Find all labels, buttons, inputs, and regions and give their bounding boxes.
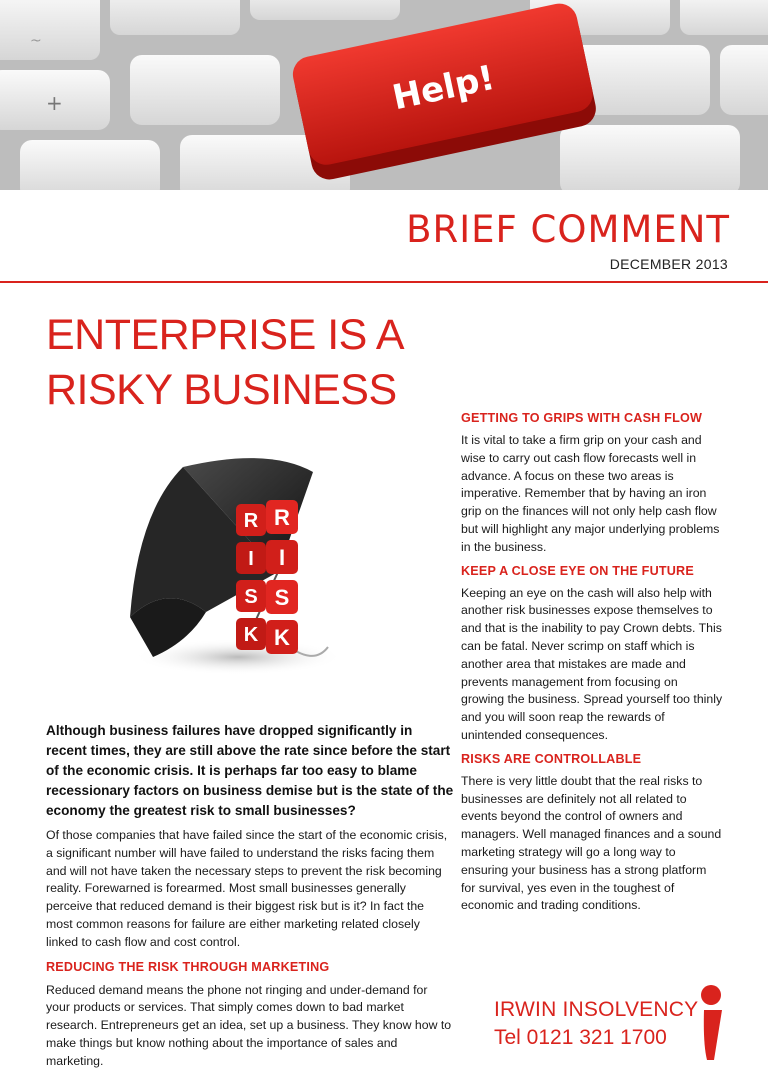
right-column: [461, 409, 723, 920]
dice-letter-left-4: K: [243, 624, 259, 646]
company-name: IRWIN INSOLVENCY: [494, 998, 699, 1021]
section-body-marketing: Reduced demand means the phone not ringing and under-demand for your products or services. That simply comes down to bad market research. Entrepreneurs get an idea, set up a business. They know how to make things but know nothing about the importance of sales and marketing.: [46, 982, 452, 1068]
section-body-future: Keeping an eye on the cash will also help with another risk businesses expose themselves to and that is the inability to pay Crown debts. This can be fatal. Never scrimp on staff which is another area that mistakes are made and prevents management from focusing on growing the business. Spread yourself too thinly and you will soon reap the rewards of unintended consequences.: [461, 585, 723, 742]
section-heading-controllable: RISKS ARE CONTROLLABLE: [461, 751, 642, 766]
section-body-controllable: There is very little doubt that the real risks to businesses are definitely not all related to events beyond the control of owners and managers. Well managed finances and a sound marketing strategy will go a long way to ensuring your business has a strong platform for survival, yes even in the toughest of economic and trading conditions.: [461, 773, 722, 913]
dice-letter-left-2: I: [248, 548, 254, 570]
help-key-label: Help!: [389, 57, 499, 119]
irwin-logo-icon: [694, 984, 726, 1062]
section-heading-future: KEEP A CLOSE EYE ON THE FUTURE: [461, 563, 694, 578]
dice-letter-right-1: R: [274, 505, 290, 530]
company-phone: Tel 0121 321 1700: [494, 1026, 667, 1049]
issue-date: DECEMBER 2013: [609, 256, 728, 272]
newsletter-title: BRIEF COMMENT: [406, 208, 730, 251]
left-column: [46, 721, 454, 1071]
svg-text:~: ~: [30, 33, 42, 49]
keyboard-banner-image: [0, 0, 768, 190]
keyboard-illustration: [0, 0, 768, 190]
dice-letter-left-3: S: [244, 586, 258, 608]
article-headline: ENTERPRISE IS A RISKY BUSINESS: [46, 311, 402, 414]
masthead-divider: [0, 281, 768, 283]
svg-text:+: +: [46, 91, 63, 115]
umbrella-risk-dice-illustration: [128, 452, 348, 682]
dice-letter-left-1: R: [243, 510, 259, 532]
dice-letter-right-2: I: [278, 545, 286, 570]
lede-paragraph: Although business failures have dropped significantly in recent times, they are still above the rate since before the start of the economic crisis. It is perhaps far too easy to blame recessionary factors on business demise but is the state of the economy the greatest risk to small businesses?: [46, 723, 454, 818]
section-heading-marketing: REDUCING THE RISK THROUGH MARKETING: [46, 959, 330, 974]
dice-letter-right-3: S: [274, 585, 290, 610]
dice-letter-right-4: K: [274, 625, 290, 650]
umbrella-image: [128, 452, 348, 682]
section-body-cash-flow: It is vital to take a firm grip on your cash and wise to carry out cash flow forecasts well in advance. A focus on these two areas is imperative. Remember that by having an iron grip on the finances will not only help cash flow but will highlight any major underlying problems in the business.: [461, 433, 720, 554]
section-heading-cash-flow: GETTING TO GRIPS WITH CASH FLOW: [461, 411, 703, 425]
intro-paragraph: Of those companies that have failed since the start of the economic crisis, a significant number will have failed to understand the risks facing them and will not have taken the necessary steps to prevent the risk becoming reality. Forewarned is forearmed. Most small businesses generally perceive that reduced demand is their biggest risk but is it? In fact the most common reasons for failure are either marketing related closely linked to cash flow and cost control.: [46, 828, 448, 949]
